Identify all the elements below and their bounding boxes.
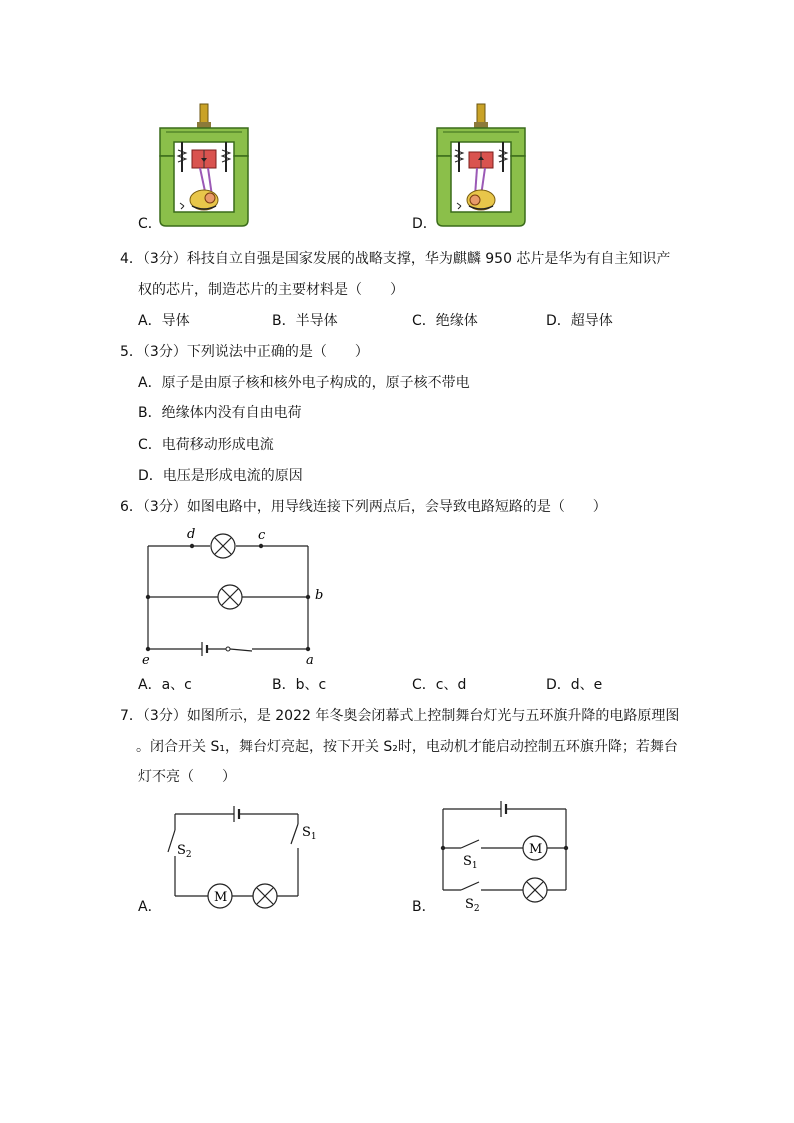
q6-point-e: e bbox=[142, 653, 150, 668]
q6-option-c: C．c、d bbox=[412, 677, 467, 693]
q4-stem-line1: 4．（3分）科技自立自强是国家发展的战略支撑，华为麒麟 950 芯片是华为有自主知识产 bbox=[120, 251, 671, 267]
q4-option-a: A．导体 bbox=[138, 313, 190, 329]
engine-option-d-label: D． bbox=[412, 216, 437, 232]
q7-stem-line2: 。闭合开关 S₁，舞台灯亮起，按下开关 S₂时，电动机才能启动控制五环旗升降；若舞台 bbox=[136, 739, 678, 755]
q7-circuit-b bbox=[435, 795, 575, 915]
engine-option-c-label: C． bbox=[138, 216, 162, 232]
q6-stem: 6．（3分）如图电路中，用导线连接下列两点后，会导致电路短路的是（ ） bbox=[120, 499, 607, 515]
engine-diagram-d bbox=[427, 100, 537, 230]
q4-option-c: C．绝缘体 bbox=[412, 313, 478, 329]
q6-point-b: b bbox=[315, 588, 324, 603]
q4-option-d: D．超导体 bbox=[546, 313, 613, 329]
q5-option-b: B．绝缘体内没有自由电荷 bbox=[138, 405, 302, 421]
engine-diagram-c bbox=[150, 100, 260, 230]
q6-point-d: d bbox=[187, 527, 196, 542]
q7-stem-line1: 7．（3分）如图所示，是 2022 年冬奥会闭幕式上控制舞台灯光与五环旗升降的电路原理图 bbox=[120, 708, 680, 724]
q6-circuit-diagram bbox=[140, 525, 340, 670]
q6-lamp-middle bbox=[218, 585, 242, 609]
q4-stem-line2: 权的芯片，制造芯片的主要材料是（ ） bbox=[138, 282, 404, 298]
q5-option-c: C．电荷移动形成电流 bbox=[138, 437, 274, 453]
q6-option-d: D．d、e bbox=[546, 677, 603, 693]
q7-b-s1-label: $S_1$ bbox=[463, 854, 478, 871]
q7-a-s2-label: $S_2$ bbox=[177, 843, 192, 860]
q5-stem: 5．（3分）下列说法中正确的是（ ） bbox=[120, 344, 369, 360]
q4-option-b: B．半导体 bbox=[272, 313, 338, 329]
q6-point-c: c bbox=[258, 528, 266, 543]
q7-a-motor-label: M bbox=[214, 890, 228, 905]
q7-stem-line3: 灯不亮（ ） bbox=[138, 769, 236, 785]
q6-battery bbox=[202, 642, 207, 656]
q5-option-a: A．原子是由原子核和核外电子构成的，原子核不带电 bbox=[138, 375, 470, 391]
q6-lamp-top bbox=[211, 534, 235, 558]
q5-option-d: D．电压是形成电流的原因 bbox=[138, 468, 303, 484]
q6-point-a: a bbox=[306, 653, 314, 668]
q7-circuit-a bbox=[160, 800, 330, 915]
q7-option-b-label: B． bbox=[412, 899, 436, 915]
q7-option-a-label: A． bbox=[138, 899, 162, 915]
q7-b-s2-label: $S_2$ bbox=[465, 897, 480, 914]
q6-option-b: B．b、c bbox=[272, 677, 327, 693]
q6-option-a: A．a、c bbox=[138, 677, 192, 693]
q7-b-motor-label: M bbox=[529, 842, 543, 857]
q6-switch bbox=[226, 647, 252, 651]
q7-a-s1-label: $S_1$ bbox=[302, 825, 317, 842]
